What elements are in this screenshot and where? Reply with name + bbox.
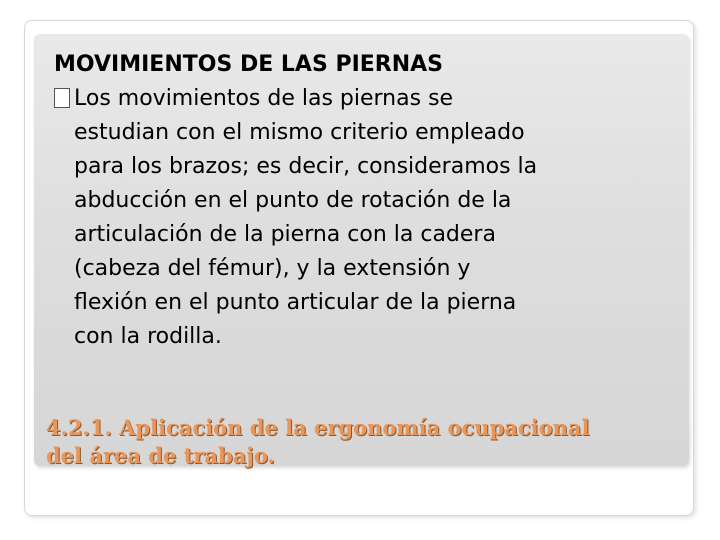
bullet-paragraph	[54, 82, 674, 354]
bullet-line: articulación de la pierna con la cadera	[74, 222, 496, 247]
bullet-box-icon	[54, 88, 70, 108]
bullet-line: (cabeza del fémur), y la extensión y	[74, 256, 471, 281]
bullet-line: abducción en el punto de rotación de la	[74, 188, 512, 213]
slide-heading: MOVIMIENTOS DE LAS PIERNAS	[54, 52, 444, 77]
section-title	[46, 414, 590, 470]
section-title-line: del área de trabajo.	[46, 443, 275, 468]
section-title-line: 4.2.1. Aplicación de la ergonomía ocupacional	[46, 415, 590, 440]
bullet-line: Los movimientos de las piernas se	[74, 86, 454, 111]
bullet-line: estudian con el mismo criterio empleado	[74, 120, 525, 145]
bullet-line: flexión en el punto articular de la pierna	[74, 290, 517, 315]
bullet-line: con la rodilla.	[74, 324, 222, 349]
bullet-line: para los brazos; es decir, consideramos la	[74, 154, 538, 179]
bullet-text	[54, 82, 674, 354]
